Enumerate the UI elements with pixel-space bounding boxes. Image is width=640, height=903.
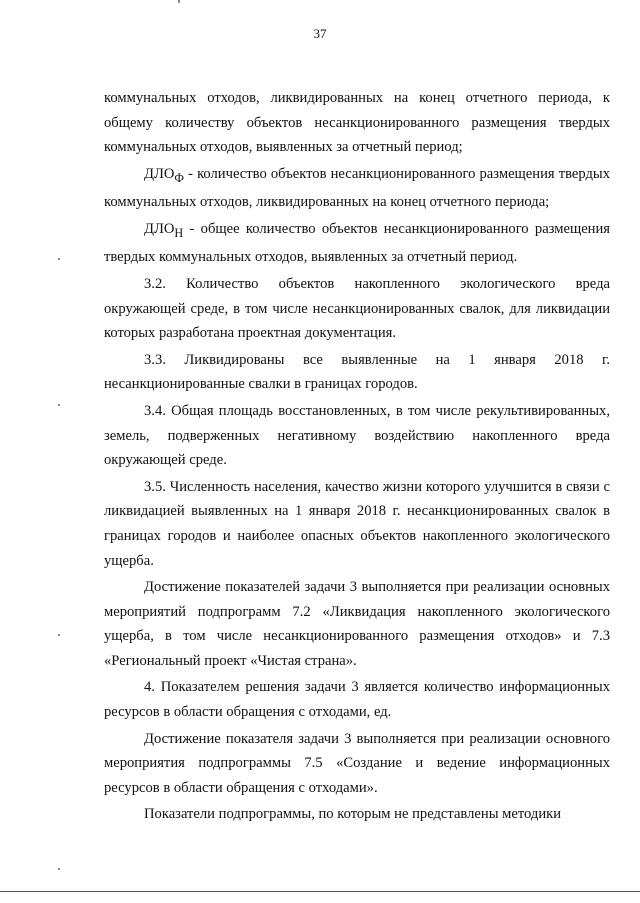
paragraph-indicator-achievement: Достижение показателя задачи 3 выполняется при реализации основного мероприятия подпрограммы 7.5 «Создание и ведение информационных ресурсов в области обращения с отходами». xyxy=(104,730,610,796)
definition-text: - количество объектов несанкционированного размещения твердых коммунальных отходов, ликвидированных на конец отчетного периода; xyxy=(104,165,610,211)
symbol-subscript: Н xyxy=(174,225,184,240)
paragraph-3-2: 3.2. Количество объектов накопленного экологического вреда окружающей среде, в том числе несанкционированных свалок, для ликвидации которых разработана проектная документация. xyxy=(104,275,610,342)
paragraph-3-3: 3.3. Ликвидированы все выявленные на 1 января 2018 г. несанкционированные свалки в границах городов. xyxy=(104,351,610,393)
symbol-dlo: ДЛО xyxy=(144,220,175,237)
scan-mark xyxy=(58,634,60,636)
paragraph-4: 4. Показателем решения задачи 3 является количество информационных ресурсов в области обращения с отходами, ед. xyxy=(104,679,610,721)
scan-mark xyxy=(58,258,60,260)
paragraph-3-5: 3.5. Численность населения, качество жизни которого улучшится в связи с ликвидацией выявленных на 1 января 2018 г. несанкционированных свалок в границах городов и наиболее опасных объектов накопленного экологического ущерба. xyxy=(104,478,610,569)
scan-mark xyxy=(58,404,60,406)
symbol-subscript: Ф xyxy=(174,170,185,185)
definition-text: - общее количество объектов несанкционированного размещения твердых коммунальных отходов, выявленных за отчетный период. xyxy=(104,220,610,266)
paragraph-continuation: коммунальных отходов, ликвидированных на конец отчетного периода, к общему количеству объектов несанкционированного размещения твердых коммунальных отходов, выявленных за отчетный период; xyxy=(104,90,610,156)
paragraph-dlo-f-definition xyxy=(104,162,610,215)
paragraph-dlo-n-definition xyxy=(104,217,610,270)
scan-mark xyxy=(58,868,60,870)
page-number: 37 xyxy=(313,26,327,41)
paragraph-task3-achievement: Достижение показателей задачи 3 выполняется при реализации основных мероприятий подпрограмм 7.2 «Ликвидация накопленного экологического ущерба, в том числе несанкционированного размещения отходов» и 7.3 «Региональный проект «Чистая страна». xyxy=(104,579,610,669)
paragraph-3-4: 3.4. Общая площадь восстановленных, в том числе рекультивированных, земель, подверженных негативному воздействию накопленного вреда окружающей среде. xyxy=(104,402,610,469)
bottom-rule xyxy=(0,891,640,892)
document-body xyxy=(104,86,610,827)
paragraph-subprogram-indicators: Показатели подпрограммы, по которым не представлены методики xyxy=(144,806,562,823)
symbol-dlo: ДЛО xyxy=(144,165,175,182)
scan-mark xyxy=(178,0,180,3)
